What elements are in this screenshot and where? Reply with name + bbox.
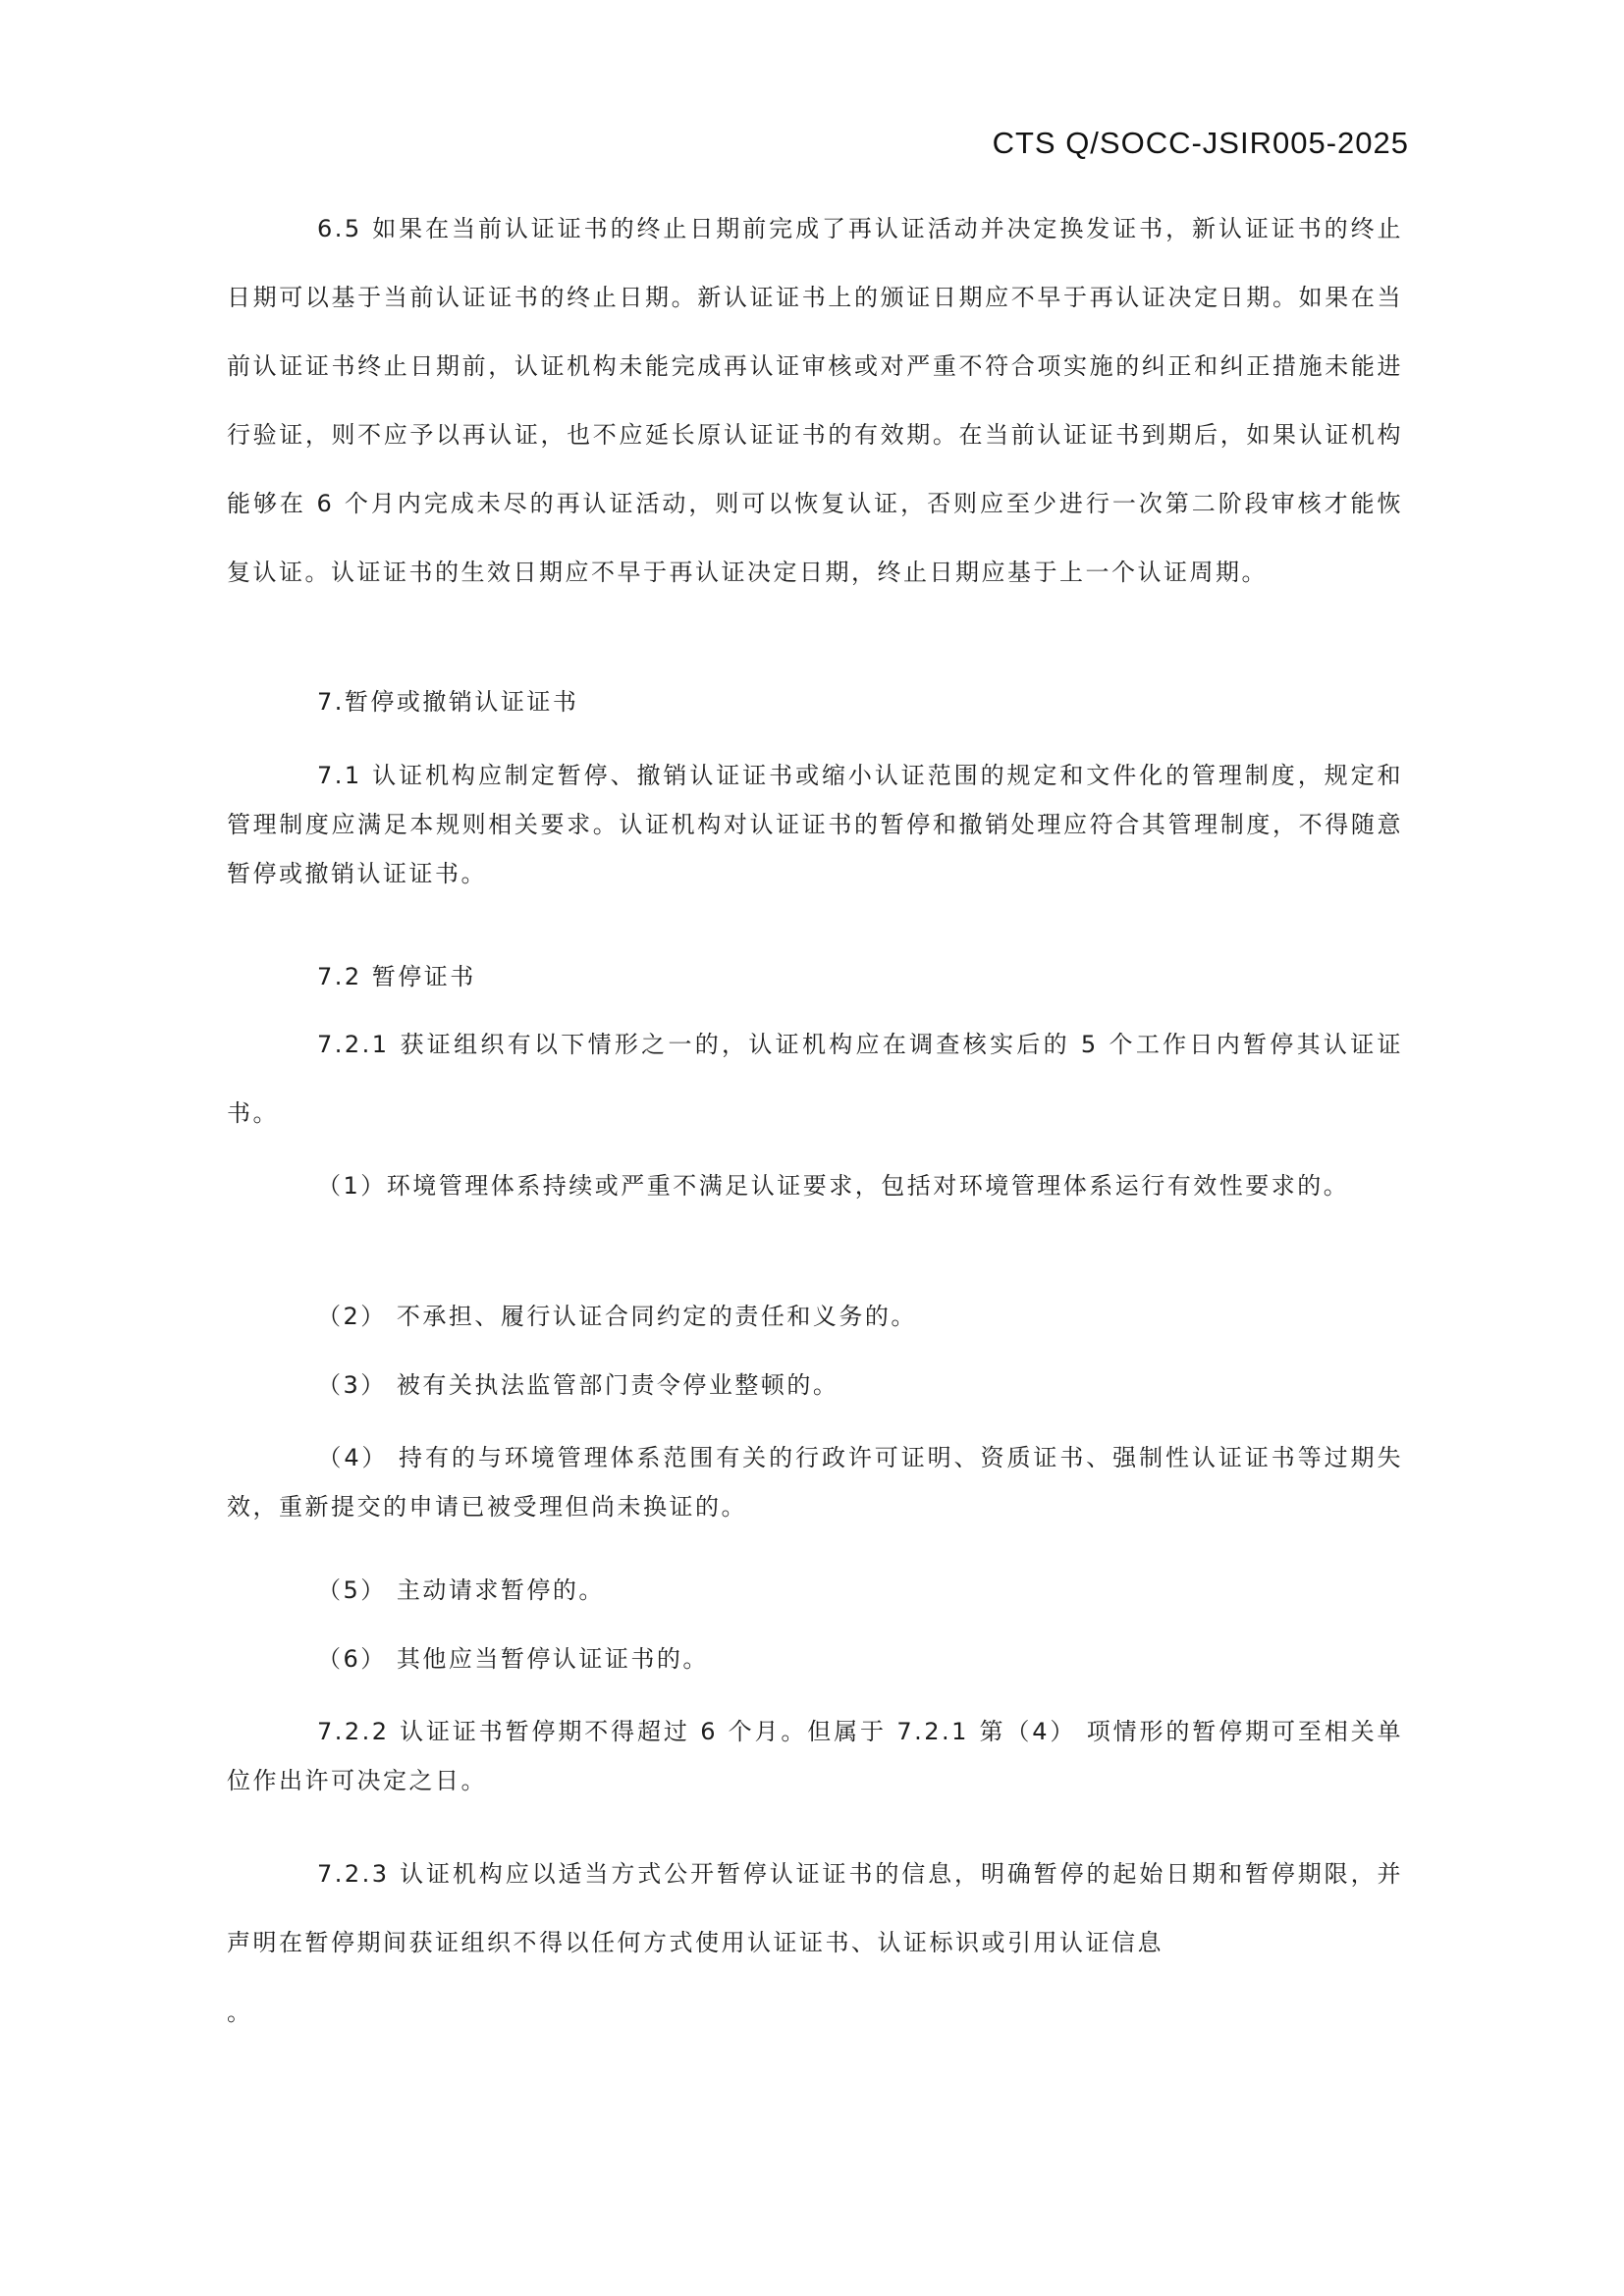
list-item-4-text: （4） 持有的与环境管理体系范围有关的行政许可证明、资质证书、强制性认证证书等过期失效，重新提交的申请已被受理但尚未换证的。 xyxy=(227,1444,1403,1521)
paragraph-7-2-3-text: 7.2.3 认证机构应以适当方式公开暂停认证证书的信息，明确暂停的起始日期和暂停期限，并声明在暂停期间获证组织不得以任何方式使用认证证书、认证标识或引用认证信息 xyxy=(227,1860,1403,1956)
document-code-header: CTS Q/SOCC-JSIR005-2025 xyxy=(992,126,1409,160)
paragraph-7-2-3-tail-text: 。 xyxy=(227,1999,253,2026)
paragraph-7-2-2-text: 7.2.2 认证证书暂停期不得超过 6 个月。但属于 7.2.1 第（4） 项情形的暂停期可至相关单位作出许可决定之日。 xyxy=(227,1718,1403,1794)
list-item-3 xyxy=(227,1370,1403,1400)
paragraph-6-5 xyxy=(227,194,1403,607)
list-item-3-text: （3） 被有关执法监管部门责令停业整顿的。 xyxy=(317,1371,839,1399)
section-7-2-title xyxy=(227,962,1403,991)
list-item-5-text: （5） 主动请求暂停的。 xyxy=(317,1576,605,1604)
section-7-2-title-text: 7.2 暂停证书 xyxy=(317,963,476,990)
list-item-6-text: （6） 其他应当暂停认证证书的。 xyxy=(317,1645,709,1673)
list-item-1 xyxy=(227,1161,1403,1210)
paragraph-7-2-1 xyxy=(227,1010,1403,1148)
section-7-title xyxy=(227,687,1403,717)
paragraph-7-2-1-text: 7.2.1 获证组织有以下情形之一的，认证机构应在调查核实后的 5 个工作日内暂停其认证证书。 xyxy=(227,1031,1403,1127)
list-item-2-text: （2） 不承担、履行认证合同约定的责任和义务的。 xyxy=(317,1303,917,1330)
paragraph-6-5-text: 6.5 如果在当前认证证书的终止日期前完成了再认证活动并决定换发证书，新认证证书的终止日期可以基于当前认证证书的终止日期。新认证证书上的颁证日期应不早于再认证决定日期。如果在当前认证证书终止日期前，认证机构未能完成再认证审核或对严重不符合项实施的纠正和纠正措施未能进行验证，则不应予以再认证，也不应延长原认证证书的有效期。在当前认证证书到期后，如果认证机构能够在 6 个月内完成未尽的再认证活动，则可以恢复认证，否则应至少进行一次第二阶段审核才能恢复认证。认证证书的生效日期应不早于再认证决定日期，终止日期应基于上一个认证周期。 xyxy=(227,215,1403,586)
paragraph-7-1-text: 7.1 认证机构应制定暂停、撤销认证证书或缩小认证范围的规定和文件化的管理制度，规定和管理制度应满足本规则相关要求。认证机构对认证证书的暂停和撤销处理应符合其管理制度，不得随意暂停或撤销认证证书。 xyxy=(227,762,1403,887)
list-item-4 xyxy=(227,1433,1403,1531)
list-item-2 xyxy=(227,1302,1403,1331)
paragraph-7-2-3 xyxy=(227,1840,1403,1977)
list-item-1-text: （1）环境管理体系持续或严重不满足认证要求，包括对环境管理体系运行有效性要求的。 xyxy=(317,1172,1350,1200)
section-7-title-text: 7.暂停或撤销认证证书 xyxy=(317,688,579,716)
paragraph-7-1 xyxy=(227,751,1403,898)
paragraph-7-2-2 xyxy=(227,1707,1403,1805)
list-item-5 xyxy=(227,1575,1403,1605)
list-item-6 xyxy=(227,1644,1403,1674)
paragraph-7-2-3-tail xyxy=(227,1998,1403,2027)
